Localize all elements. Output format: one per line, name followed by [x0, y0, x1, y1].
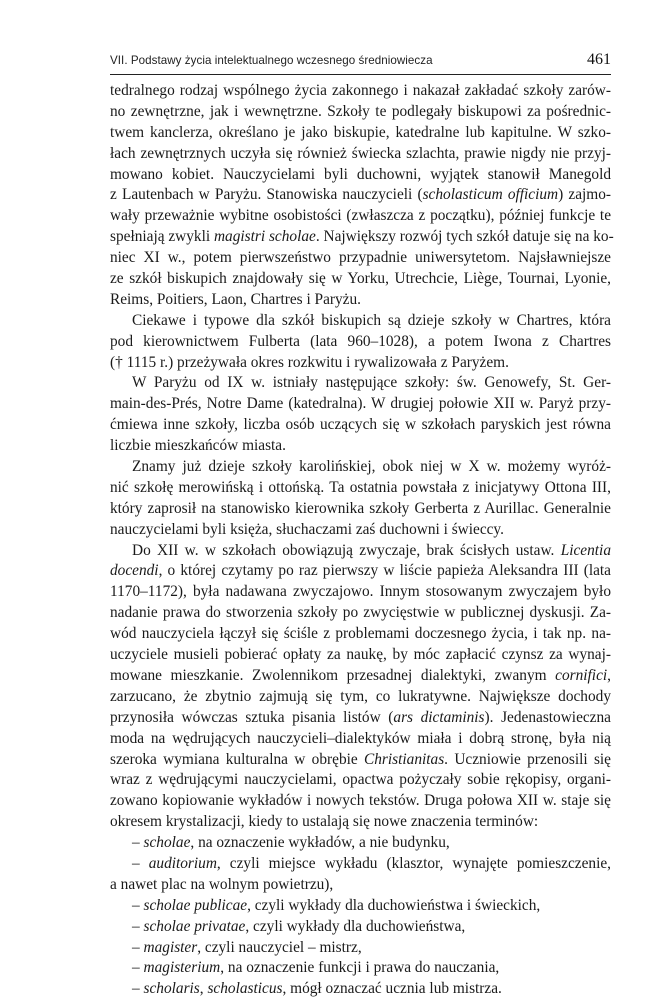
- italic-term: Licentia: [560, 541, 611, 559]
- italic-term: scholaris: [143, 980, 200, 998]
- text-line: [110, 729, 611, 750]
- text-line: [110, 896, 611, 917]
- italic-term: auditorium: [148, 854, 217, 872]
- text-line: [110, 708, 611, 729]
- text-run: , mógł oznaczać ucznia lub mistrza.: [282, 980, 502, 998]
- chapter-title: VII. Podstawy życia intelektualnego wczesnego średniowiecza: [110, 54, 433, 67]
- text-run: main-des-Prés, Notre Dame (katedralna). W drugiej połowie XII w. Paryż przy-: [110, 395, 611, 413]
- text-run: Znamy już dzieje szkoły karolińskiej, obok niej w X w. możemy wyróż-: [132, 458, 611, 476]
- text-run: szeroka wymiana kulturalna w obrębie: [110, 750, 365, 768]
- italic-term: magisterium: [143, 959, 221, 977]
- text-run: , czyli nauczyciel – mistrz,: [197, 938, 362, 956]
- text-run: Do XII w. w szkołach obowiązują zwyczaje, brak ścisłych ustaw.: [132, 541, 561, 559]
- text-line: [110, 812, 611, 833]
- text-line: [110, 791, 611, 812]
- text-run: wały przeważnie wybitne osobistości (zwłaszcza z początku), później funkcje te: [110, 207, 611, 225]
- text-line: [110, 436, 611, 457]
- text-line: [110, 875, 611, 896]
- text-line: [110, 123, 611, 144]
- text-run: Reims, Poitiers, Laon, Chartres i Paryżu.: [110, 290, 361, 308]
- text-run: , czyli wykłady dla duchowieństwa,: [245, 917, 466, 935]
- italic-term: Christianitas: [364, 750, 445, 768]
- italic-term: cornifici: [555, 666, 608, 684]
- text-run: –: [132, 834, 144, 852]
- text-line: [110, 770, 611, 791]
- text-run: twem kanclerza, określano je jako biskupie, katedralne lub kapitulne. W szko-: [110, 123, 611, 141]
- text-line: [110, 541, 611, 562]
- text-run: przynosiła wówczas sztuka pisania listów (: [110, 708, 394, 726]
- text-line: [110, 624, 611, 645]
- text-line: [110, 917, 611, 938]
- text-line: [110, 603, 611, 624]
- text-line: [110, 561, 611, 582]
- text-line: [110, 269, 611, 290]
- text-line: [110, 478, 611, 499]
- italic-term: scholae privatae: [143, 917, 246, 935]
- text-run: 1170–1172), była nadawana zwyczajowo. Innym stosowanym zwyczajem było: [110, 583, 611, 601]
- text-run: ). Jedenastowieczna: [484, 708, 611, 726]
- text-run: . Uczniowie przenosili się: [444, 750, 611, 768]
- text-run: wód nauczyciela łączył się ściśle z problemami doczesnego życia, i tak np. na-: [110, 625, 611, 643]
- text-run: pod kierownictwem Fulberta (lata 960–1028), a potem Iwona z Chartres: [110, 332, 611, 350]
- text-run: zarzucano, że zbytnio zajmują się tym, co lukratywne. Największe dochody: [110, 687, 611, 705]
- text-line: [110, 311, 611, 332]
- text-run: który zaprosił na stanowisko kierownika szkoły Gerberta z Aurillac. Generalnie: [110, 499, 611, 517]
- text-run: –: [132, 980, 144, 998]
- text-line: [110, 979, 611, 1000]
- text-run: ) zajmo-: [558, 186, 612, 204]
- text-run: niec XI w., potem pierwszeństwo przypadnie uniwersytetom. Najsławniejsze: [110, 249, 611, 267]
- text-line: [110, 353, 611, 374]
- text-run: nauczycielami byli księża, słuchaczami zaś duchowni i świeccy.: [110, 520, 504, 538]
- text-run: , na oznaczenie funkcji i prawa do nauczania,: [220, 959, 500, 977]
- text-run: W Paryżu od IX w. istniały następujące szkoły: św. Genowefy, St. Ger-: [132, 374, 611, 392]
- text-run: no zewnętrzne, jak i wewnętrzne. Szkoły te podlegały biskupowi za pośrednic-: [110, 102, 611, 120]
- text-line: [110, 206, 611, 227]
- text-line: [110, 499, 611, 520]
- text-run: , czyli miejsce wykładu (klasztor, wynajęte pomieszczenie,: [216, 854, 611, 872]
- italic-term: scholae: [143, 834, 191, 852]
- text-run: –: [132, 917, 144, 935]
- text-line: [110, 938, 611, 959]
- italic-term: scholasticum officium: [422, 186, 559, 204]
- text-line: [110, 394, 611, 415]
- text-line: [110, 248, 611, 269]
- text-line: [110, 81, 611, 102]
- text-run: mowano kobiet. Nauczycielami byli duchowni, wyjątek stanowił Manegold: [110, 165, 611, 183]
- text-line: [110, 415, 611, 436]
- text-run: . Największy rozwój tych szkół datuje się na ko-: [315, 228, 614, 246]
- text-line: [110, 102, 611, 123]
- text-line: [110, 645, 611, 666]
- page-number: 461: [587, 51, 611, 68]
- text-run: nić szkołę merowińską i ottońską. Ta ostatnia powstała z inicjatywy Ottona III,: [110, 478, 611, 496]
- italic-term: ars dictaminis: [393, 708, 485, 726]
- text-run: spełniają zwykli: [110, 228, 214, 246]
- text-run: († 1115 r.) przeżywała okres rozkwitu i rywalizowała z Paryżem.: [110, 353, 509, 371]
- text-line: [110, 332, 611, 353]
- text-run: , na oznaczenie wykładów, a nie budynku,: [190, 834, 450, 852]
- text-run: tedralnego rodzaj wspólnego życia zakonnego i nakazał zakładać szkoły zarów-: [110, 82, 611, 99]
- text-line: [110, 290, 611, 311]
- text-line: [110, 457, 611, 478]
- italic-term: docendi: [110, 562, 159, 580]
- text-line: [110, 833, 611, 854]
- text-line: [110, 227, 614, 248]
- text-line: [110, 854, 611, 875]
- text-run: –: [132, 938, 144, 956]
- text-run: , o której czytamy po raz pierwszy w liście papieża Aleksandra III (lata: [158, 562, 611, 580]
- italic-term: scholae publicae: [143, 896, 248, 914]
- text-run: łach zewnętrznych uczyła się również świecka szlachta, prawie nigdy nie przyj-: [110, 144, 611, 162]
- text-run: ,: [199, 980, 208, 998]
- text-run: –: [132, 896, 144, 914]
- text-line: [110, 373, 611, 394]
- text-run: liczbie mieszkańców miasta.: [110, 437, 286, 455]
- text-run: okresem krystalizacji, kiedy to ustalają się nowe znaczenia terminów:: [110, 813, 539, 831]
- italic-term: scholasticus: [207, 980, 283, 998]
- text-run: a nawet plac na wolnym powietrzu),: [110, 875, 334, 893]
- text-run: , czyli wykłady dla duchowieństwa i świeckich,: [247, 896, 541, 914]
- text-line: [110, 185, 611, 206]
- text-line: [110, 958, 611, 979]
- text-run: wraz z wędrującymi nauczycielami, opactwa pożyczały sobie rękopisy, organi-: [110, 771, 611, 789]
- italic-term: magistri scholae: [213, 228, 316, 246]
- text-run: zowano kopiowanie wykładów i nowych tekstów. Druga połowa XII w. staje się: [110, 792, 611, 810]
- text-line: [110, 144, 611, 165]
- text-line: [110, 582, 611, 603]
- text-run: ćmiewa inne szkoły, liczba osób uczących się w szkołach paryskich jest równa: [110, 416, 611, 434]
- text-run: –: [132, 854, 149, 872]
- running-header: [110, 52, 611, 75]
- text-run: Ciekawe i typowe dla szkół biskupich są dzieje szkoły w Chartres, która: [132, 311, 611, 329]
- text-line: [110, 750, 611, 771]
- text-run: ,: [607, 666, 611, 684]
- text-line: [110, 687, 611, 708]
- text-run: mowane mieszkanie. Zwolennikom przesadnej dialektyki, zwanym: [110, 666, 556, 684]
- text-line: [110, 520, 611, 541]
- body-text: [110, 81, 614, 1000]
- italic-term: magister: [143, 938, 198, 956]
- text-line: [110, 165, 611, 186]
- text-run: uczyciele musieli pobierać opłaty za naukę, by móc zapłacić czynsz za wynaj-: [110, 646, 611, 664]
- text-run: moda na wędrujących nauczycieli–dialektyków miała i dobrą stronę, była nią: [110, 729, 611, 747]
- text-line: [110, 666, 611, 687]
- text-run: –: [132, 959, 144, 977]
- text-run: ze szkół biskupich znajdowały się w Yorku, Utrechcie, Liège, Tournai, Lyonie,: [110, 270, 611, 288]
- text-run: z Lautenbach w Paryżu. Stanowiska nauczycieli (: [110, 186, 423, 204]
- text-run: nadanie prawa do stworzenia szkoły po zwycięstwie w publicznej dyskusji. Za-: [110, 604, 611, 622]
